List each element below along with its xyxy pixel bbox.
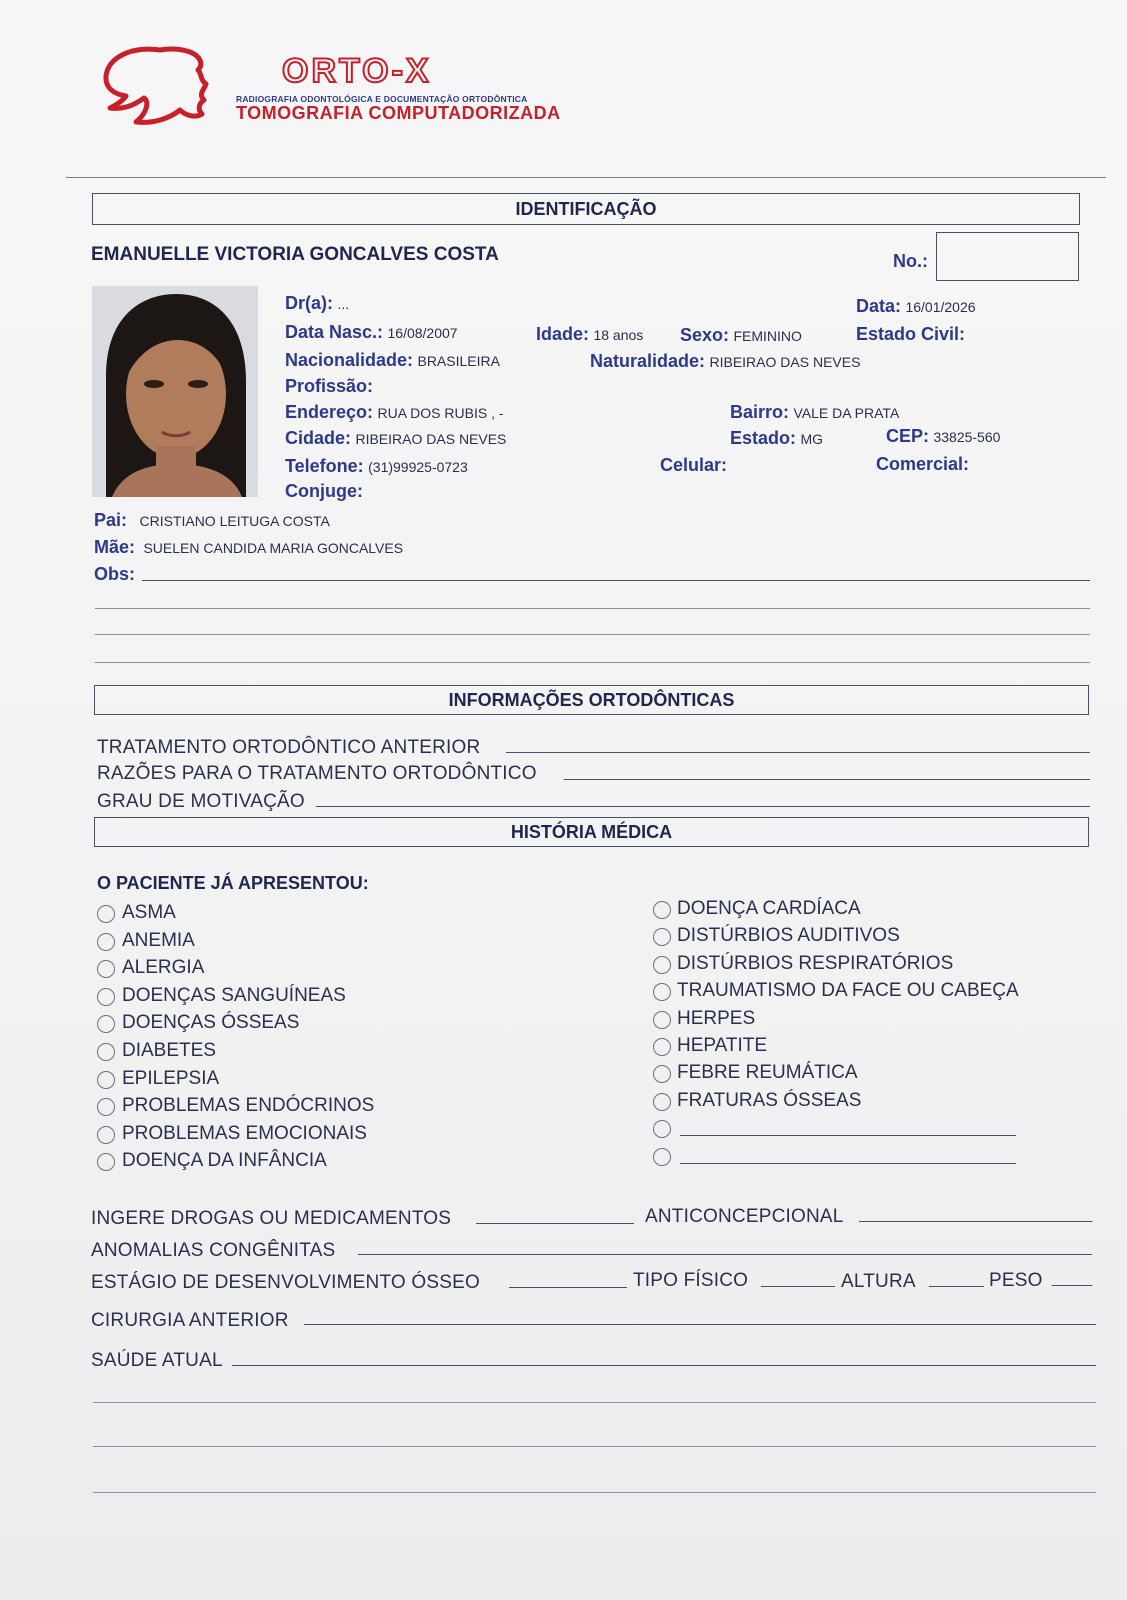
nacionalidade-label: Nacionalidade: bbox=[285, 350, 414, 370]
estagio-label: ESTÁGIO DE DESENVOLVIMENTO ÓSSEO bbox=[91, 1272, 480, 1293]
saude-line[interactable] bbox=[232, 1365, 1096, 1366]
no-field[interactable] bbox=[936, 232, 1079, 281]
cidade-field bbox=[285, 428, 506, 449]
bairro-label: Bairro: bbox=[730, 402, 790, 422]
section-ortodonticas-box bbox=[94, 685, 1089, 715]
option-radio[interactable] bbox=[97, 933, 115, 951]
option-label: ALERGIA bbox=[122, 957, 205, 979]
option-radio[interactable] bbox=[97, 1071, 115, 1089]
bairro-value: VALE DA PRATA bbox=[793, 405, 900, 421]
data-field bbox=[856, 296, 976, 317]
obs-line-2[interactable] bbox=[95, 608, 1090, 609]
estado-civil-label: Estado Civil: bbox=[856, 324, 966, 344]
section-historia-box bbox=[94, 817, 1089, 847]
option-label: EPILEPSIA bbox=[122, 1067, 220, 1089]
dr-field bbox=[285, 293, 349, 314]
option-label: ANEMIA bbox=[122, 929, 195, 951]
patient-photo bbox=[92, 286, 258, 497]
anomalias-label: ANOMALIAS CONGÊNITAS bbox=[91, 1240, 336, 1261]
anticoncepcional-line[interactable] bbox=[859, 1221, 1092, 1222]
option-radio[interactable] bbox=[653, 1065, 671, 1083]
option-radio[interactable] bbox=[653, 956, 671, 974]
blank-option-line[interactable] bbox=[680, 1163, 1016, 1164]
saude-line-4[interactable] bbox=[93, 1492, 1096, 1493]
cep-value: 33825-560 bbox=[933, 429, 1001, 445]
option-label: DISTÚRBIOS RESPIRATÓRIOS bbox=[677, 952, 954, 974]
option-label: ASMA bbox=[122, 902, 176, 923]
brand-subtitle-large: TOMOGRAFIA COMPUTADORIZADA bbox=[236, 103, 561, 123]
razoes-line[interactable] bbox=[564, 779, 1090, 780]
nasc-label: Data Nasc.: bbox=[285, 322, 384, 342]
option-radio[interactable] bbox=[653, 901, 671, 919]
mae-label: Mãe: bbox=[94, 537, 136, 557]
estagio-line[interactable] bbox=[509, 1287, 627, 1288]
pai-value: CRISTIANO LEITUGA COSTA bbox=[139, 513, 330, 529]
option-radio[interactable] bbox=[653, 1038, 671, 1056]
option-label: DOENÇAS SANGUÍNEAS bbox=[122, 984, 346, 1006]
peso-label: PESO bbox=[989, 1270, 1043, 1291]
estado-field bbox=[730, 428, 823, 449]
tratamento-anterior-line[interactable] bbox=[506, 752, 1090, 753]
nasc-field bbox=[285, 322, 458, 343]
mae-field bbox=[94, 537, 403, 558]
saude-label: SAÚDE ATUAL bbox=[91, 1350, 223, 1371]
brand-subtitle-small: RADIOGRAFIA ODONTOLÓGICA E DOCUMENTAÇÃO ORTODÔNTICA bbox=[236, 94, 528, 104]
razoes-label: RAZÕES PARA O TRATAMENTO ORTODÔNTICO bbox=[97, 763, 537, 784]
endereco-label: Endereço: bbox=[285, 402, 374, 422]
telefone-label: Telefone: bbox=[285, 456, 364, 476]
data-label: Data: bbox=[856, 296, 902, 316]
drogas-line[interactable] bbox=[476, 1223, 634, 1224]
section-ortodonticas-title: INFORMAÇÕES ORTODÔNTICAS bbox=[448, 690, 735, 710]
mae-value: SUELEN CANDIDA MARIA GONCALVES bbox=[143, 540, 404, 556]
pai-field bbox=[94, 510, 330, 531]
cidade-value: RIBEIRAO DAS NEVES bbox=[355, 431, 507, 447]
peso-line[interactable] bbox=[1052, 1285, 1092, 1286]
estado-value: MG bbox=[800, 431, 824, 447]
pai-label: Pai: bbox=[94, 510, 128, 530]
brand-logo-text: ORTO-X bbox=[282, 52, 432, 90]
option-label: FRATURAS ÓSSEAS bbox=[677, 1089, 862, 1111]
cep-field bbox=[886, 426, 1000, 447]
motivacao-line[interactable] bbox=[316, 806, 1090, 807]
tipo-fisico-label: TIPO FÍSICO bbox=[633, 1270, 749, 1291]
option-radio[interactable] bbox=[97, 1043, 115, 1061]
idade-label: Idade: bbox=[536, 324, 590, 344]
option-radio[interactable] bbox=[653, 1011, 671, 1029]
sexo-value: FEMININO bbox=[733, 328, 802, 344]
idade-value: 18 anos bbox=[593, 327, 644, 343]
conjuge-label: Conjuge: bbox=[285, 481, 363, 501]
dr-label: Dr(a): bbox=[285, 293, 333, 313]
bairro-field bbox=[730, 402, 899, 423]
telefone-field bbox=[285, 456, 468, 477]
historia-question: O PACIENTE JÁ APRESENTOU: bbox=[97, 873, 369, 893]
option-radio[interactable] bbox=[97, 905, 115, 923]
option-label: TRAUMATISMO DA FACE OU CABEÇA bbox=[677, 980, 1019, 1002]
section-identificacao-title: IDENTIFICAÇÃO bbox=[515, 199, 657, 219]
option-radio[interactable] bbox=[97, 960, 115, 978]
option-label: DOENÇAS ÓSSEAS bbox=[122, 1012, 300, 1034]
comercial-label: Comercial: bbox=[876, 454, 970, 474]
obs-line-3[interactable] bbox=[95, 634, 1090, 635]
anomalias-line[interactable] bbox=[358, 1254, 1092, 1255]
option-radio[interactable] bbox=[97, 1153, 115, 1171]
altura-label: ALTURA bbox=[841, 1271, 916, 1292]
option-label: DISTÚRBIOS AUDITIVOS bbox=[677, 925, 900, 947]
estado-label: Estado: bbox=[730, 428, 797, 448]
endereco-field bbox=[285, 402, 504, 423]
nasc-value: 16/08/2007 bbox=[387, 325, 458, 341]
no-label: No.: bbox=[893, 251, 928, 271]
naturalidade-value: RIBEIRAO DAS NEVES bbox=[709, 354, 861, 370]
idade-field bbox=[536, 324, 643, 345]
sexo-label: Sexo: bbox=[680, 325, 730, 345]
saude-line-2[interactable] bbox=[93, 1402, 1096, 1403]
data-value: 16/01/2026 bbox=[905, 299, 976, 315]
cirurgia-line[interactable] bbox=[304, 1324, 1096, 1325]
obs-label: Obs: bbox=[94, 564, 136, 584]
naturalidade-label: Naturalidade: bbox=[590, 351, 706, 371]
section-historia-title: HISTÓRIA MÉDICA bbox=[510, 822, 673, 842]
option-label: HEPATITE bbox=[677, 1035, 768, 1056]
cirurgia-label: CIRURGIA ANTERIOR bbox=[91, 1310, 289, 1331]
option-label: DOENÇA CARDÍACA bbox=[677, 898, 861, 919]
option-radio[interactable] bbox=[97, 1126, 115, 1144]
option-label: PROBLEMAS ENDÓCRINOS bbox=[122, 1095, 375, 1117]
option-radio[interactable] bbox=[653, 928, 671, 946]
tipo-fisico-line[interactable] bbox=[761, 1286, 835, 1287]
profissao-label: Profissão: bbox=[285, 376, 374, 396]
option-radio[interactable] bbox=[653, 983, 671, 1001]
header-divider bbox=[66, 177, 1106, 178]
nacionalidade-value: BRASILEIRA bbox=[417, 353, 500, 369]
section-identificacao-box bbox=[92, 193, 1080, 225]
obs-line-4[interactable] bbox=[95, 662, 1090, 663]
option-radio[interactable] bbox=[97, 988, 115, 1006]
blank-option-line[interactable] bbox=[680, 1135, 1016, 1136]
option-radio[interactable] bbox=[97, 1015, 115, 1033]
cidade-label: Cidade: bbox=[285, 428, 352, 448]
saude-line-3[interactable] bbox=[93, 1446, 1096, 1447]
cep-label: CEP: bbox=[886, 426, 930, 446]
nacionalidade-field bbox=[285, 350, 500, 371]
endereco-value: RUA DOS RUBIS , - bbox=[377, 405, 504, 421]
drogas-label: INGERE DROGAS OU MEDICAMENTOS bbox=[91, 1208, 452, 1229]
option-label: DIABETES bbox=[122, 1040, 216, 1061]
head-profile-logo bbox=[100, 44, 215, 129]
obs-line-1[interactable] bbox=[142, 580, 1090, 581]
altura-line[interactable] bbox=[929, 1286, 984, 1287]
blank-option-radio[interactable] bbox=[653, 1148, 671, 1166]
dr-value: ... bbox=[337, 296, 350, 312]
telefone-value: (31)99925-0723 bbox=[368, 459, 468, 475]
motivacao-label: GRAU DE MOTIVAÇÃO bbox=[97, 791, 305, 812]
tratamento-anterior-label: TRATAMENTO ORTODÔNTICO ANTERIOR bbox=[97, 737, 481, 758]
celular-label: Celular: bbox=[660, 455, 728, 475]
naturalidade-field bbox=[590, 351, 860, 372]
patient-name: EMANUELLE VICTORIA GONCALVES COSTA bbox=[91, 244, 499, 265]
option-label: FEBRE REUMÁTICA bbox=[677, 1062, 858, 1084]
option-radio[interactable] bbox=[653, 1093, 671, 1111]
blank-option-radio[interactable] bbox=[653, 1120, 671, 1138]
option-label: DOENÇA DA INFÂNCIA bbox=[122, 1150, 327, 1172]
anticoncepcional-label: ANTICONCEPCIONAL bbox=[645, 1206, 844, 1227]
sexo-field bbox=[680, 325, 802, 346]
option-label: HERPES bbox=[677, 1007, 756, 1029]
option-label: PROBLEMAS EMOCIONAIS bbox=[122, 1122, 367, 1144]
option-radio[interactable] bbox=[97, 1098, 115, 1116]
